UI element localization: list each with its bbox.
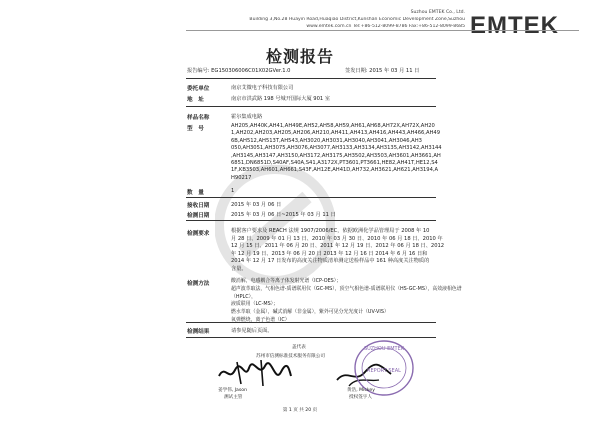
model-line: AH205,AH40K,AH41,AH49E,AH52,AH58,AH59,AH61,AH68,AH72X,AH72X,AH20 — [231, 123, 435, 129]
requirements-text — [231, 228, 471, 274]
received-value: 2015 年 03 月 06 日 — [231, 202, 282, 208]
report-no-label: 报告编号: — [187, 68, 210, 74]
method-line: 超声波萃取法，气相色谱-质谱联用仪（GC-MS），顶空气相色谱-质谱联用仪（HS-GC-MS），高效液相色谱（HPLC）， — [231, 285, 462, 300]
model-line: 1,AH202,AH203,AH205,AH206,AH210,AH411,AH413,AH416,AH443,AH466,AH49 — [231, 130, 440, 137]
quantity-value: 1 — [231, 188, 235, 194]
requirements-line: 年 12 月 19 日、2013 年 06 月 20 日 2013 年 12 月 16 日 2014 年 6 月 16 日和 — [231, 250, 428, 257]
page-footer: 第 1 页 共 20 页 — [282, 408, 318, 413]
issue-date-row — [345, 68, 419, 75]
company-en: Suzhou EMTEK Co., Ltd. — [410, 10, 465, 15]
method-label: 检测方法 — [187, 281, 210, 287]
model-line: 6851,DN6851D,S40AF,S40A,S41,A3172X,PT3601,PT3661,HE82,AH41T,HE12,S4 — [231, 160, 438, 167]
method-line: 燃水萃取（金属），碱式消解（非金属），紫外可见分光光度计（UV-VIS） — [231, 309, 389, 316]
sample-name-value: 霍尔集成电路 — [231, 114, 263, 120]
seal-note: 盖代表 — [292, 345, 306, 350]
method-line: 液质联用（LC-MS）； — [231, 301, 279, 308]
model-line: 6B,AH512,AH513T,AH543,AH3020,AH3031,AH3040,AH3041,AH3046,AH3 — [231, 137, 422, 144]
issue-date-label: 签发日期: — [345, 68, 368, 74]
sample-name-label: 样品名称 — [187, 115, 210, 121]
svg-text:REPORT SEAL: REPORT SEAL — [367, 368, 401, 374]
report-title: 检测报告 — [265, 47, 334, 66]
quantity-label: 数 量 — [187, 190, 204, 196]
signer-left-name: 姜学伟, Jason — [218, 388, 247, 393]
client-value: 南京艾微电子科技有限公司 — [231, 85, 294, 91]
method-text — [231, 278, 471, 325]
model-line: H90217 — [231, 174, 252, 181]
signature-left — [215, 358, 295, 388]
address-label: 地 址 — [187, 97, 204, 103]
address-en: Building 3,No.28 Huayin Road,Huaqiao District,Kunshan Economic Development Zone,Suzhou — [249, 17, 465, 22]
signer-right-name: 黄浩, Mickey — [347, 388, 375, 393]
client-label: 委托单位 — [187, 86, 210, 92]
model-label: 型 号 — [187, 126, 204, 132]
conclusion-value: 请参见随后页面。 — [231, 328, 273, 334]
requirements-line: 2014 年 12 月 17 日发布的高度关注物质清单测定送检样品中 161 种高度关注物质的 — [231, 258, 430, 265]
svg-text:SUZHOU EMTEK: SUZHOU EMTEK — [363, 346, 405, 352]
conclusion-label: 检测结果 — [187, 329, 210, 335]
model-line: 050,AH3051,AH3075,AH3076,AH3077,AH3133,AH3134,AH3135,AH3142,AH3144 — [231, 145, 442, 152]
test-date-value: 2015 年 03 月 06 日~2015 年 03 月 11 日 — [231, 212, 336, 218]
emtek-logo: EMTEK — [470, 12, 559, 39]
model-line: 1F,KB3503,AH601,AH661,S43F,AH12E,AH41D,AH732,AH3621,AH621,AH3194,A — [231, 167, 439, 174]
requirements-line: 含量。 — [231, 265, 247, 272]
method-line: 酸消解，电感耦合等离子体发射光谱（ICP-OES）； — [231, 278, 342, 284]
model-list — [231, 123, 469, 182]
requirements-line: 月 28 日、2009 年 01 月 13 日、2010 年 03 月 30 日、2010 年 06 月 18 日、2010 年 — [231, 235, 443, 242]
address-value: 南京市洪武路 198 号城开国际大厦 901 室 — [231, 96, 331, 102]
signer-left-title: 测试主管 — [224, 395, 243, 400]
requirements-label: 检测要求 — [187, 231, 210, 237]
model-line: ,AH3145,AH3147,AH3150,AH3172,AH3175,AH3502,AH3503,AH3601,AH3661,AH — [231, 152, 441, 159]
requirements-line: 根据客户要求及 REACH 法规 1907/2006/EC，依据欧洲化学品管理局于 2008 年 10 — [231, 228, 430, 234]
report-no-row — [187, 68, 290, 75]
web-en: www.emtek.com.cn Tel:+86-512-8099-8786 Fax:+86-512-8099-8685 — [306, 24, 465, 29]
method-line: 氧弹燃烧，离子色谱（IC） — [231, 316, 290, 323]
received-label: 接收日期 — [187, 203, 210, 209]
issue-date: 2015 年 03 月 11 日 — [369, 68, 420, 74]
seal-org: 苏州市信测标准技术服务有限公司 — [256, 354, 325, 359]
requirements-line: 12 月 15 日、2011 年 06 月 20 日、2011 年 12 月 19 日、2012 年 06 月 18 日、2012 — [231, 243, 445, 250]
test-date-label: 检测日期 — [187, 213, 210, 219]
signer-right-title: 授权签字人 — [349, 395, 372, 400]
report-no: EG150306006C01X02GVer.1.0 — [211, 68, 291, 74]
